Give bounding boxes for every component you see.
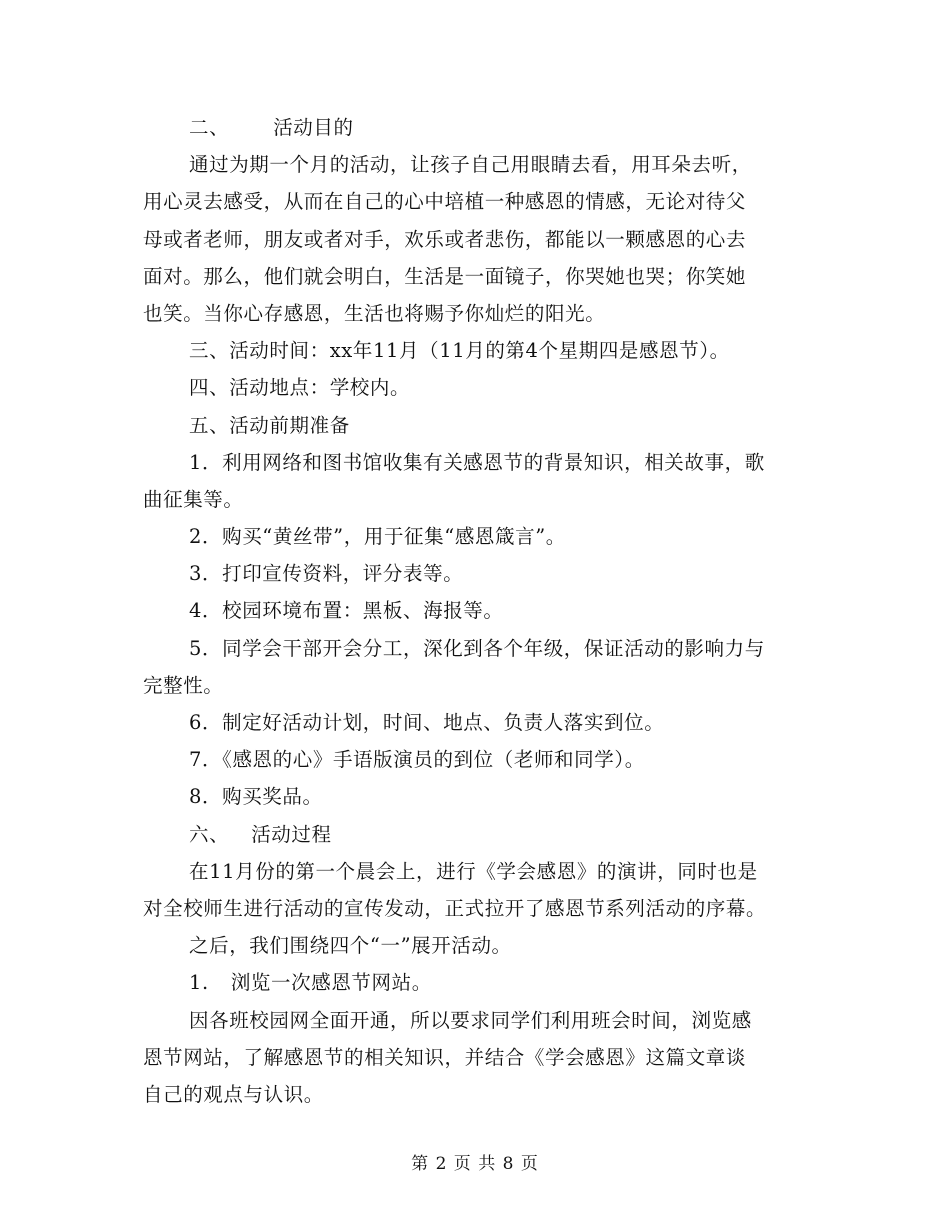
- subsection-number: 1.: [189, 971, 209, 995]
- paragraph-line: 自己的观点与认识。: [143, 1082, 324, 1106]
- list-item-line: 5．同学会干部开会分工，深化到各个年级，保证活动的影响力与: [189, 636, 765, 660]
- section-heading-purpose: [143, 109, 808, 146]
- paragraph-line: 也笑。当你心存感恩，生活也将赐予你灿烂的阳光。: [143, 301, 606, 325]
- section-number: 六、: [189, 822, 230, 846]
- paragraph-line: 之后，我们围绕四个“一”展开活动。: [189, 934, 512, 958]
- paragraph-line: 面对。那么，他们就会明白，生活是一面镜子，你哭她也哭；你笑她: [143, 264, 747, 288]
- section-title: 活动过程: [251, 822, 332, 846]
- list-item-line: 2．购买“黄丝带”，用于征集“感恩箴言”。: [189, 525, 566, 549]
- page-footer: 第 2 页 共 8 页: [411, 1154, 539, 1174]
- subsection-heading: [143, 964, 808, 1001]
- paragraph-line: 对全校师生进行活动的宣传发动，正式拉开了感恩节系列活动的序幕。: [143, 896, 767, 920]
- list-item-line: 8．购买奖品。: [189, 785, 323, 809]
- section-title: 活动目的: [273, 116, 354, 139]
- list-item-line: 完整性。: [143, 673, 224, 697]
- paragraph-line: 通过为期一个月的活动，让孩子自己用眼睛去看，用耳朵去听，: [189, 153, 752, 177]
- section-heading-preparation: 五、活动前期准备: [189, 413, 350, 437]
- paragraph-line: 母或者老师，朋友或者对手，欢乐或者悲伤，都能以一颗感恩的心去: [143, 227, 747, 251]
- list-item-line: 7．《感恩的心》手语版演员的到位（老师和同学）。: [189, 748, 645, 772]
- paragraph-line: 在11月份的第一个晨会上，进行《学会感恩》的演讲，同时也是: [189, 859, 758, 883]
- section-heading-time: 三、活动时间：xx年11月（11月的第4个星期四是感恩节）。: [189, 339, 730, 363]
- paragraph-line: 恩节网站，了解感恩节的相关知识，并结合《学会感恩》这篇文章谈: [143, 1045, 747, 1069]
- section-number: 二、: [189, 116, 230, 139]
- list-item-line: 3．打印宣传资料，评分表等。: [189, 562, 464, 586]
- paragraph-line: 因各班校园网全面开通，所以要求同学们利用班会时间，浏览感: [189, 1008, 752, 1032]
- subsection-title: 浏览一次感恩节网站。: [230, 971, 432, 995]
- list-item-line: 6．制定好活动计划，时间、地点、负责人落实到位。: [189, 711, 665, 734]
- list-item-line: 曲征集等。: [143, 487, 244, 511]
- section-heading-location: 四、活动地点：学校内。: [189, 376, 411, 400]
- list-item-line: 4．校园环境布置：黑板、海报等。: [189, 599, 504, 623]
- document-body: [143, 109, 808, 1113]
- list-item-line: 1．利用网络和图书馆收集有关感恩节的背景知识，相关故事，歌: [189, 450, 765, 474]
- paragraph-line: 用心灵去感受，从而在自己的心中培植一种感恩的情感，无论对待父: [143, 190, 747, 214]
- section-heading-process: [143, 816, 808, 853]
